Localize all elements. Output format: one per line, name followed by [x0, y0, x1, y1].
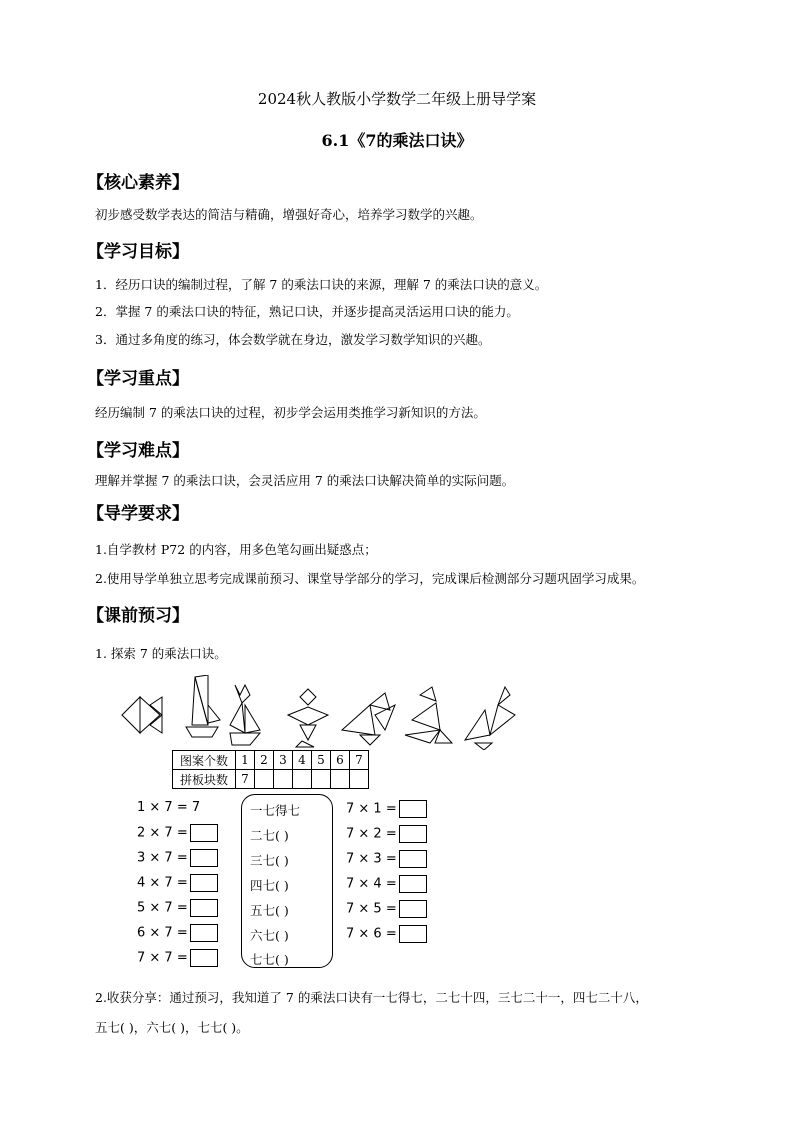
tangram-cat: [230, 685, 260, 745]
table-cell: 6: [331, 751, 350, 770]
row-label: 拼板块数: [173, 770, 236, 789]
heading-difficulty: 【学习难点】: [87, 441, 189, 461]
requirement-item-2: 2.使用导学单独立思考完成课前预习、课堂导学部分的学习，完成课后检测部分习题巩固学习成果。: [95, 571, 645, 586]
answer-box[interactable]: [399, 800, 427, 818]
answer-box[interactable]: [399, 875, 427, 893]
left-eq-5: 5 × 7 =: [137, 899, 218, 917]
goal-item-2: 2．掌握 7 的乘法口诀的特征，熟记口诀，并逐步提高灵活运用口诀的能力。: [95, 304, 519, 319]
document-title: 2024秋人教版小学数学二年级上册导学案: [257, 90, 537, 108]
right-eq-5: 7 × 5 =: [346, 900, 427, 918]
table-row: [173, 751, 369, 770]
table-cell: 7: [350, 751, 369, 770]
heading-goals: 【学习目标】: [87, 242, 189, 262]
goal-item-1: 1．经历口诀的编制过程，了解 7 的乘法口诀的来源，理解 7 的乘法口诀的意义。: [95, 277, 548, 292]
key-text: 经历编制 7 的乘法口诀的过程，初步学会运用类推学习新知识的方法。: [95, 405, 486, 420]
koujue-4[interactable]: 四七( ): [250, 878, 289, 893]
goal-item-3: 3．通过多角度的练习，体会数学就在身边，激发学习数学知识的兴趣。: [95, 332, 491, 347]
left-eq-7: 7 × 7 =: [137, 949, 218, 967]
left-eq-4: 4 × 7 =: [137, 874, 218, 892]
answer-box[interactable]: [190, 899, 218, 917]
koujue-5[interactable]: 五七( ): [250, 903, 289, 918]
koujue-7[interactable]: 七七( ): [250, 952, 289, 967]
answer-cell[interactable]: [293, 770, 312, 789]
koujue-3[interactable]: 三七( ): [250, 853, 289, 868]
preview-question-2-line1: 2.收获分享：通过预习，我知道了 7 的乘法口诀有一七得七，二七十四，三七二十一，四七二十八，: [95, 990, 648, 1005]
answer-box[interactable]: [399, 850, 427, 868]
table-cell: 4: [293, 751, 312, 770]
table-cell: 7: [236, 770, 255, 789]
answer-box[interactable]: [190, 824, 218, 842]
table-cell: 2: [255, 751, 274, 770]
tangram-boat: [186, 675, 220, 737]
core-text: 初步感受数学表达的简洁与精确，增强好奇心，培养学习数学的兴趣。: [95, 207, 483, 222]
answer-box[interactable]: [399, 925, 427, 943]
answer-box[interactable]: [190, 924, 218, 942]
heading-key: 【学习重点】: [87, 369, 189, 389]
table-cell: 1: [236, 751, 255, 770]
heading-requirements: 【导学要求】: [87, 504, 189, 524]
right-eq-3: 7 × 3 =: [346, 850, 427, 868]
lesson-title: 6.1《7的乘法口诀》: [321, 131, 473, 150]
left-eq-2: 2 × 7 =: [137, 824, 218, 842]
answer-box[interactable]: [190, 849, 218, 867]
table-row: [173, 770, 369, 789]
preview-question-2-line2[interactable]: 五七( )，六七( )，七七( )。: [95, 1020, 249, 1035]
right-eq-6: 7 × 6 =: [346, 925, 427, 943]
left-eq-6: 6 × 7 =: [137, 924, 218, 942]
tangram-swan: [465, 687, 515, 750]
answer-cell[interactable]: [274, 770, 293, 789]
row-label: 图案个数: [173, 751, 236, 770]
answer-box[interactable]: [399, 825, 427, 843]
tangram-figures: [120, 675, 520, 750]
tangram-bird: [342, 693, 395, 745]
right-eq-1: 7 × 1 =: [346, 800, 427, 818]
answer-box[interactable]: [399, 900, 427, 918]
heading-preview: 【课前预习】: [87, 606, 189, 626]
pattern-table: [172, 750, 369, 789]
difficulty-text: 理解并掌握 7 的乘法口诀，会灵活应用 7 的乘法口诀解决简单的实际问题。: [95, 473, 515, 488]
koujue-2[interactable]: 二七( ): [250, 828, 289, 843]
right-eq-4: 7 × 4 =: [346, 875, 427, 893]
tangram-fish: [122, 697, 162, 733]
preview-question-1: 1. 探索 7 的乘法口诀。: [95, 646, 227, 661]
right-eq-2: 7 × 2 =: [346, 825, 427, 843]
answer-cell[interactable]: [312, 770, 331, 789]
answer-cell[interactable]: [350, 770, 369, 789]
left-eq-1: 1 × 7 = 7: [137, 800, 201, 815]
koujue-1: 一七得七: [250, 803, 301, 818]
koujue-6[interactable]: 六七( ): [250, 928, 289, 943]
answer-cell[interactable]: [331, 770, 350, 789]
heading-core: 【核心素养】: [87, 173, 189, 193]
left-eq-3: 3 × 7 =: [137, 849, 218, 867]
answer-cell[interactable]: [255, 770, 274, 789]
table-cell: 5: [312, 751, 331, 770]
answer-box[interactable]: [190, 874, 218, 892]
requirement-item-1: 1.自学教材 P72 的内容，用多色笔勾画出疑惑点；: [95, 542, 377, 557]
tangram-runner: [405, 687, 452, 743]
answer-box[interactable]: [190, 949, 218, 967]
table-cell: 3: [274, 751, 293, 770]
tangram-person: [288, 689, 328, 747]
